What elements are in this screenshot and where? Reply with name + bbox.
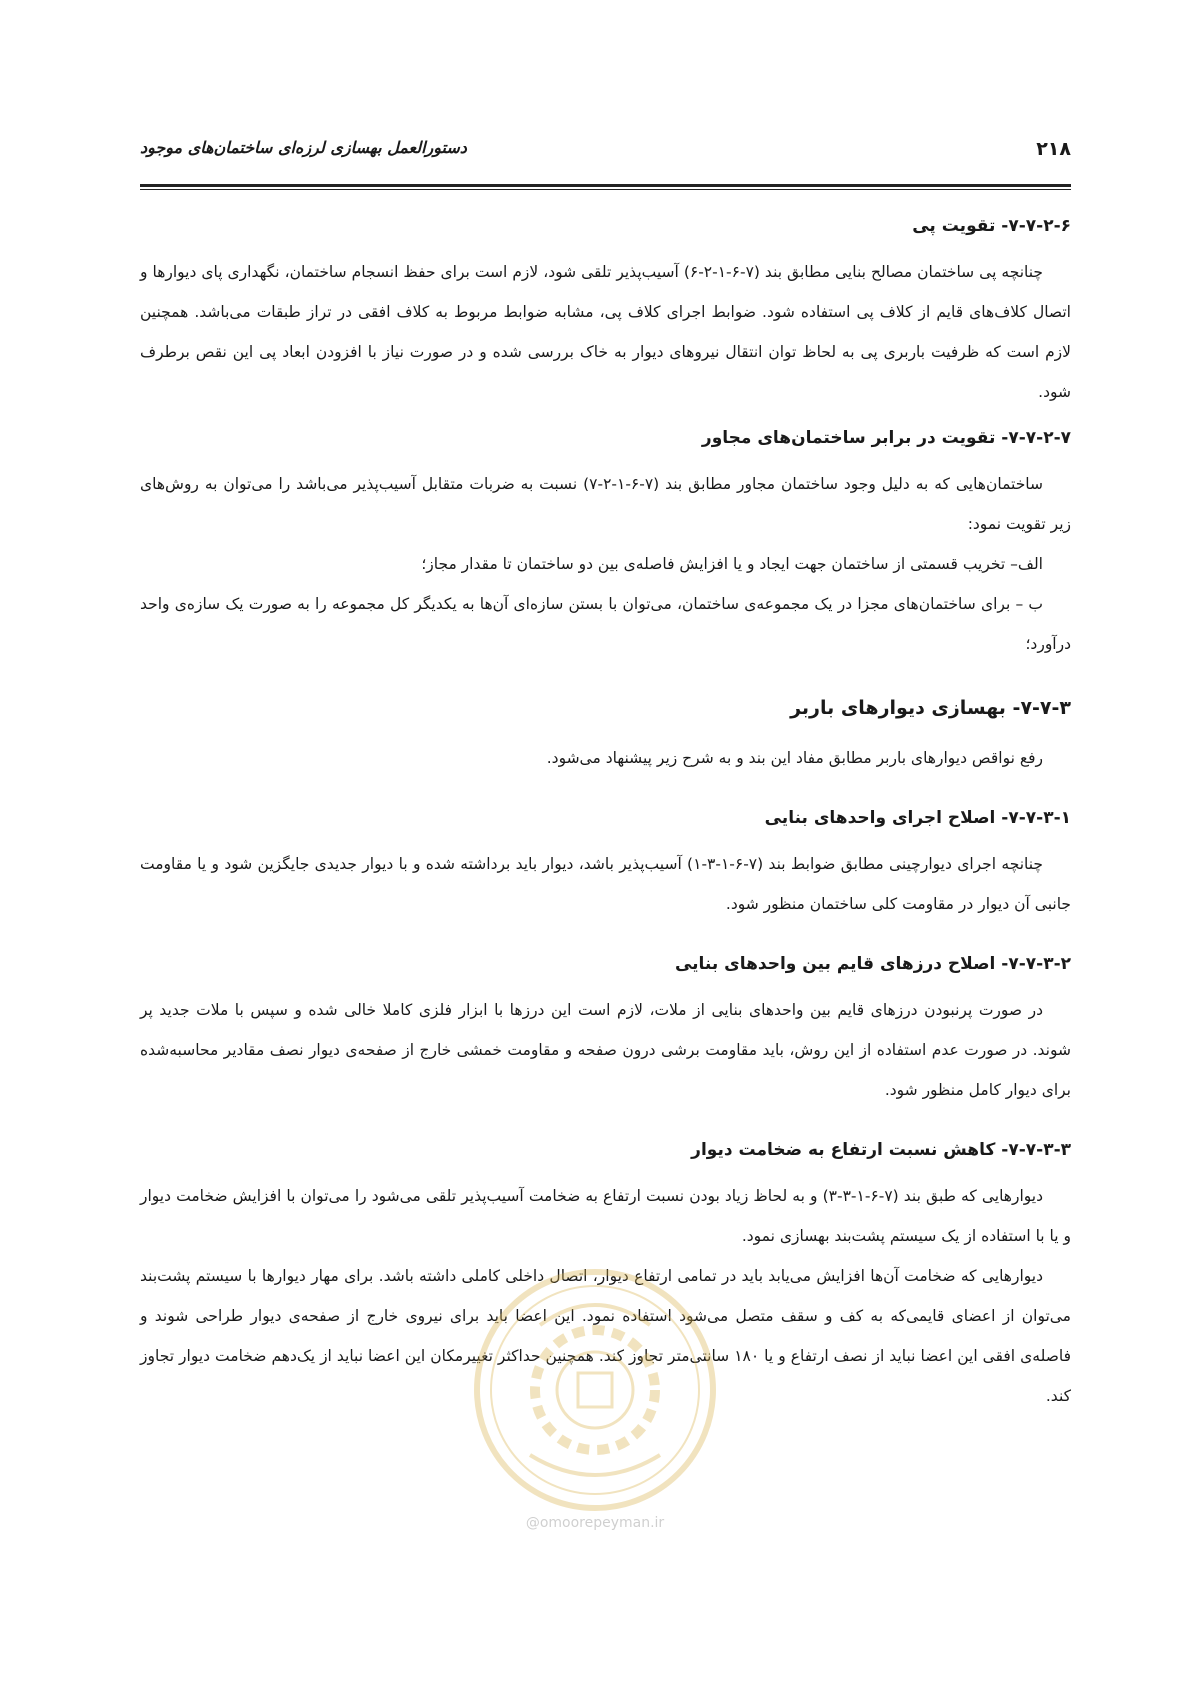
section-heading-adjacent-buildings: ۷-۷-۲-۷- تقویت در برابر ساختمان‌های مجاور — [701, 428, 1071, 448]
section-heading-height-thickness: ۷-۷-۳-۳- کاهش نسبت ارتفاع به ضخامت دیوار — [691, 1140, 1071, 1160]
paragraph: رفع نواقص دیوارهای باربر مطابق مفاد این بند و به شرح زیر پیشنهاد می‌شود. — [546, 749, 1043, 767]
section-heading-masonry-units: ۷-۷-۳-۱- اصلاح اجرای واحدهای بنایی — [764, 808, 1071, 828]
page-content — [140, 186, 1071, 1416]
spacer — [140, 924, 1071, 938]
spacer — [140, 778, 1071, 792]
spacer — [140, 1110, 1071, 1124]
paragraph: دیوارهایی که ضخامت آن‌ها افزایش می‌یابد باید در تمامی ارتفاع دیوار، اتصال داخلی کاملی داشته باشد. برای مهار دیوارها با سیستم پشت‌بند می‌توان از اعضای قایمی‌که به کف و سقف متصل می‌شود استفاده نمود. این اعضا باید برای نیروی خارج از صفحه‌ی دیوار طراحی شوند و فاصله‌ی افقی این اعضا نباید از نصف ارتفاع و یا ۱۸۰ سانتی‌متر تجاوز کند. همچنین حداکثر تغییرمکان این اعضا نباید از یک‌دهم ضخامت دیوار تجاوز کند. — [140, 1267, 1071, 1405]
watermark-url: @omoorepeyman.ir — [525, 1515, 665, 1531]
section-heading-bearing-walls: ۷-۷-۳- بهسازی دیوارهای باربر — [790, 697, 1071, 719]
paragraph: ساختمان‌هایی که به دلیل وجود ساختمان مجاور مطابق بند (۷-۶-۱-۲-۷) نسبت به ضربات متقابل آسیب‌پذیر می‌باشد را می‌توان به روش‌های زیر تقویت نمود: — [140, 475, 1071, 533]
list-item: الف– تخریب قسمتی از ساختمان جهت ایجاد و یا افزایش فاصله‌ی بین دو ساختمان تا مقدار مجاز؛ — [421, 555, 1043, 573]
section-heading-foundation: ۷-۷-۲-۶- تقویت پی — [912, 216, 1071, 236]
paragraph: دیوارهایی که طبق بند (۷-۶-۱-۳-۳) و به لحاظ زیاد بودن نسبت ارتفاع به ضخامت آسیب‌پذیر تلقی می‌شود را می‌توان با افزایش ضخامت دیوار و یا با استفاده از یک سیستم پشت‌بند بهسازی نمود. — [140, 1187, 1071, 1245]
list-item: ب – برای ساختمان‌های مجزا در یک مجموعه‌ی ساختمان، می‌توان با بستن سازه‌ای آن‌ها به یکدیگر کل مجموعه را به صورت یک سازه‌ی واحد درآورد؛ — [140, 595, 1071, 653]
paragraph: چنانچه اجرای دیوارچینی مطابق ضوابط بند (۷-۶-۱-۳-۱) آسیب‌پذیر باشد، دیوار باید برداشته شده و با دیوار جدیدی جایگزین شود و یا مقاومت جانبی آن دیوار در مقاومت کلی ساختمان منظور شود. — [140, 855, 1071, 913]
spacer — [140, 664, 1071, 678]
paragraph: در صورت پرنبودن درزهای قایم بین واحدهای بنایی از ملات، لازم است این درزها با ابزار فلزی کاملا خالی شده و سپس با ملات جدید پر شوند. در صورت عدم استفاده از این روش، باید مقاومت برشی درون صفحه و مقاومت خمشی خارج از صفحه‌ی دیوار نصف مقادیر محاسبه‌شده برای دیوار کامل منظور شود. — [140, 1001, 1071, 1099]
page-header — [140, 128, 1071, 188]
page-number: ۲۱۸ — [1036, 138, 1071, 160]
paragraph: چنانچه پی ساختمان مصالح بنایی مطابق بند (۷-۶-۱-۲-۶) آسیب‌پذیر تلقی شود، لازم است برای حفظ انسجام ساختمان، نگهداری پای دیوارها و اتصال کلاف‌های قایم از کلاف پی استفاده شود. ضوابط اجرای کلاف پی، مشابه ضوابط مربوط به کلاف افقی در تراز طبقات می‌باشد. همچنین لازم است که ظرفیت باربری پی به لحاظ توان انتقال نیروهای دیوار به خاک بررسی شده و در صورت نیاز با افزودن ابعاد پی این نقص برطرف شود. — [140, 263, 1071, 401]
section-heading-vertical-joints: ۷-۷-۳-۲- اصلاح درزهای قایم بین واحدهای بنایی — [674, 954, 1071, 974]
spacer — [140, 186, 1071, 200]
running-title: دستورالعمل بهسازی لرزه‌ای ساختمان‌های موجود — [140, 138, 467, 157]
